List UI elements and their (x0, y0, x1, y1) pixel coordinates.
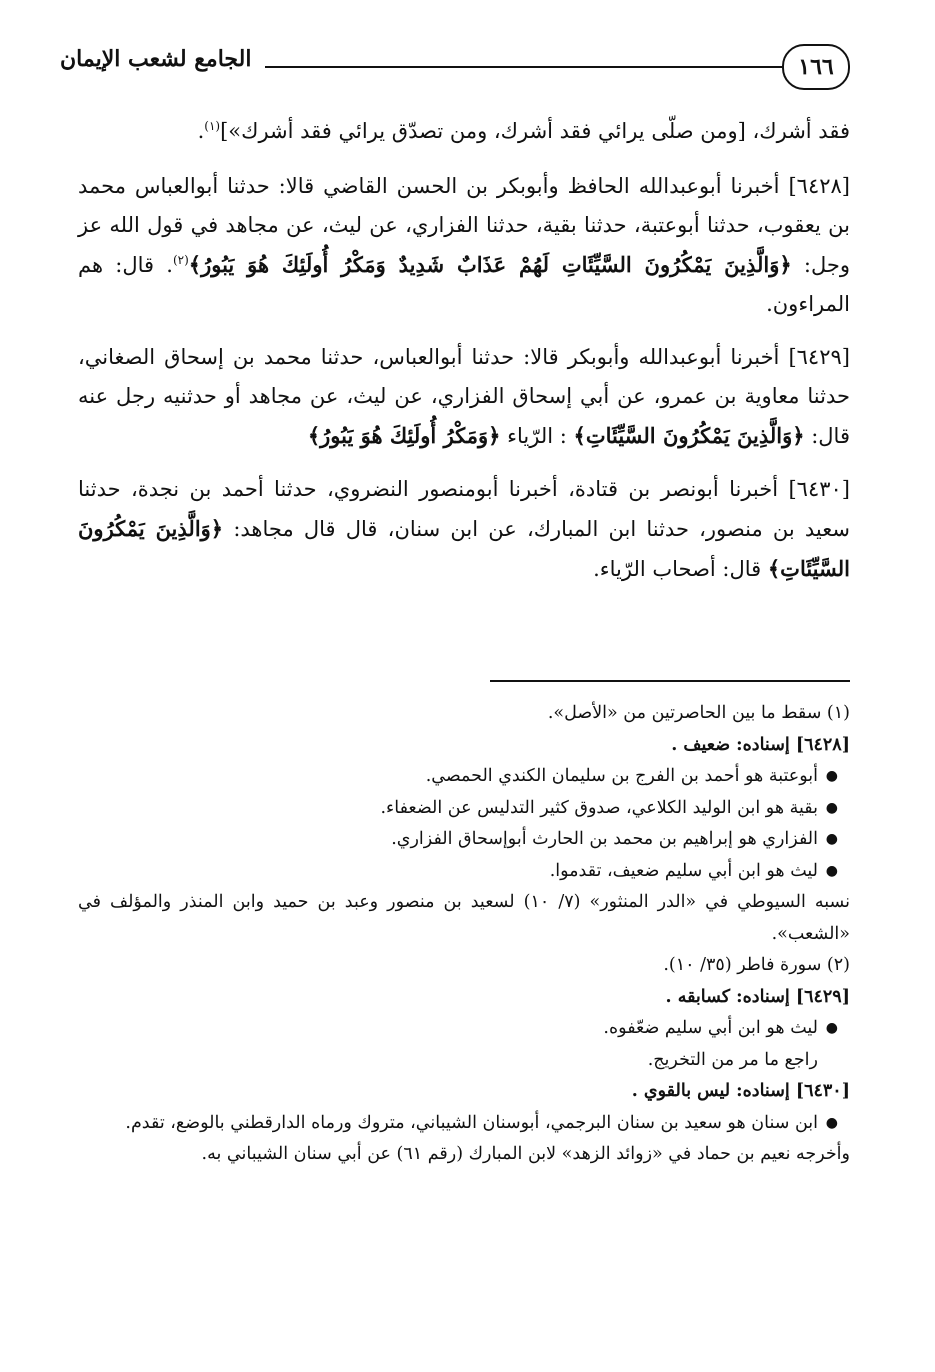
hadith-text-after: . قال: هم المراءون. (78, 253, 850, 316)
page-number-badge: ١٦٦ (782, 44, 850, 90)
header-rule (265, 66, 784, 68)
isnad-head-6429: [٦٤٢٩] إسناده: كسابقه . (665, 986, 850, 1007)
opening-text: فقد أشرك، [ومن صلّى يرائي فقد أشرك، ومن تصدّق يرائي فقد أشرك»] (220, 119, 850, 143)
hadith-number: [٦٤٢٩] (788, 345, 850, 369)
takhrij-note-6429: راجع ما مر من التخريج. (647, 1049, 818, 1070)
quran-verse: ﴿وَالَّذِينَ يَمْكُرُونَ السَّيِّئَاتِ لَهُمْ عَذَابٌ شَدِيدٌ وَمَكْرُ أُولَئِكَ هُوَ يَبُورُ﴾ (188, 252, 792, 277)
list-item (78, 824, 838, 856)
hadith-text-after: قال: أصحاب الرّياء. (593, 557, 762, 581)
hadith-number: [٦٤٣٠] (788, 477, 850, 501)
list-item-text: ابن سنان هو سعيد بن سنان البرجمي، أبوسنان الشيباني، متروك ورماه الدارقطني بالوضع، تقدم. (125, 1112, 818, 1133)
hadith-6428 (78, 167, 850, 324)
hadith-text: أخبرنا أبونصر بن قتادة، أخبرنا أبومنصور النضروي، حدثنا أحمد بن نجدة، حدثنا سعيد بن منصور، حدثنا ابن المبارك، عن ابن سنان، قال قال مجاهد: (78, 477, 850, 541)
quran-verse-2: ﴿وَمَكْرُ أُولَئِكَ هُوَ يَبُورُ﴾ (307, 423, 501, 448)
opening-paragraph (78, 112, 850, 151)
footnote-1: (١) سقط ما بين الحاصرتين من «الأصل». (547, 703, 850, 723)
opening-end: . (197, 119, 205, 143)
footnote-ref-2: (٢) (172, 253, 189, 267)
narrator-list-6430 (78, 1108, 850, 1140)
list-item (78, 1108, 838, 1140)
hadith-6430 (78, 470, 850, 589)
list-item-text: أبوعتبة هو أحمد بن الفرج بن سليمان الكندي الحمصي. (425, 766, 818, 786)
bullet-icon: ● (825, 768, 838, 784)
footnote-2: (٢) سورة فاطر (٣٥/ ١٠). (663, 955, 850, 975)
list-item (78, 793, 838, 825)
list-item (78, 1013, 838, 1045)
hadith-text-mid: : الرّياء (507, 424, 567, 448)
bullet-icon: ● (825, 799, 838, 816)
running-title: الجامع لشعب الإيمان (60, 46, 252, 72)
list-item-text: الفزاري هو إبراهيم بن محمد بن الحارث أبوإسحاق الفزاري. (391, 829, 818, 849)
bullet-icon: ● (825, 862, 838, 879)
hadith-6429 (78, 338, 850, 456)
hadith-number: [٦٤٢٨] (788, 174, 850, 198)
narrator-list-6428 (78, 761, 850, 887)
bullet-icon: ● (825, 1114, 838, 1131)
list-item-text: ليث هو ابن أبي سليم ضعّفوه. (603, 1018, 818, 1038)
takhrij-note-6428: نسبه السيوطي في «الدر المنثور» (٧/ ١٠) لسعيد بن منصور وعبد بن حميد وابن المنذر والمؤلف في «الشعب». (78, 892, 850, 944)
list-item (78, 761, 838, 793)
takhrij-note-6430: وأخرجه نعيم بن حماد في «زوائد الزهد» لابن المبارك (رقم ٦١) عن أبي سنان الشيباني به. (201, 1144, 850, 1164)
list-item-text: بقية هو ابن الوليد الكلاعي، صدوق كثير التدليس عن الضعفاء. (380, 797, 818, 818)
isnad-head-6428: [٦٤٢٨] إسناده: ضعيف . (671, 734, 850, 755)
hadith-text: أخبرنا أبوعبدالله الحافظ وأبوبكر بن الحسن القاضي قالا: حدثنا أبوالعباس محمد بن يعقوب، حدثنا أبوعتبة، حدثنا بقية، حدثنا الفزاري، عن ليث، عن مجاهد في قول الله عز وجل: (78, 174, 850, 277)
quran-verse: ﴿وَالَّذِينَ يَمْكُرُونَ السَّيِّئَاتِ﴾ (573, 423, 805, 448)
footnote-divider (490, 680, 850, 682)
page-header (60, 40, 850, 98)
hadith-text: أخبرنا أبوعبدالله وأبوبكر قالا: حدثنا أبوالعباس، حدثنا محمد بن إسحاق الصغاني، حدثنا معاوية بن عمرو، عن أبي إسحاق الفزاري، عن ليث، عن مجاهد أو حدثنيه رجل عنه قال: (78, 345, 850, 448)
bullet-icon: ● (825, 1020, 838, 1036)
main-text (78, 112, 850, 603)
list-item (78, 856, 838, 888)
isnad-head-6430: [٦٤٣٠] إسناده: ليس بالقوي . (631, 1081, 850, 1101)
footnote-ref-1: (١) (204, 119, 221, 133)
footnotes (78, 698, 850, 1171)
list-item-text: ليث هو ابن أبي سليم ضعيف، تقدموا. (549, 860, 818, 881)
bullet-icon: ● (825, 831, 838, 847)
narrator-list-6429 (78, 1013, 850, 1045)
quran-verse: ﴿وَالَّذِينَ يَمْكُرُونَ السَّيِّئَاتِ﴾ (78, 516, 850, 581)
